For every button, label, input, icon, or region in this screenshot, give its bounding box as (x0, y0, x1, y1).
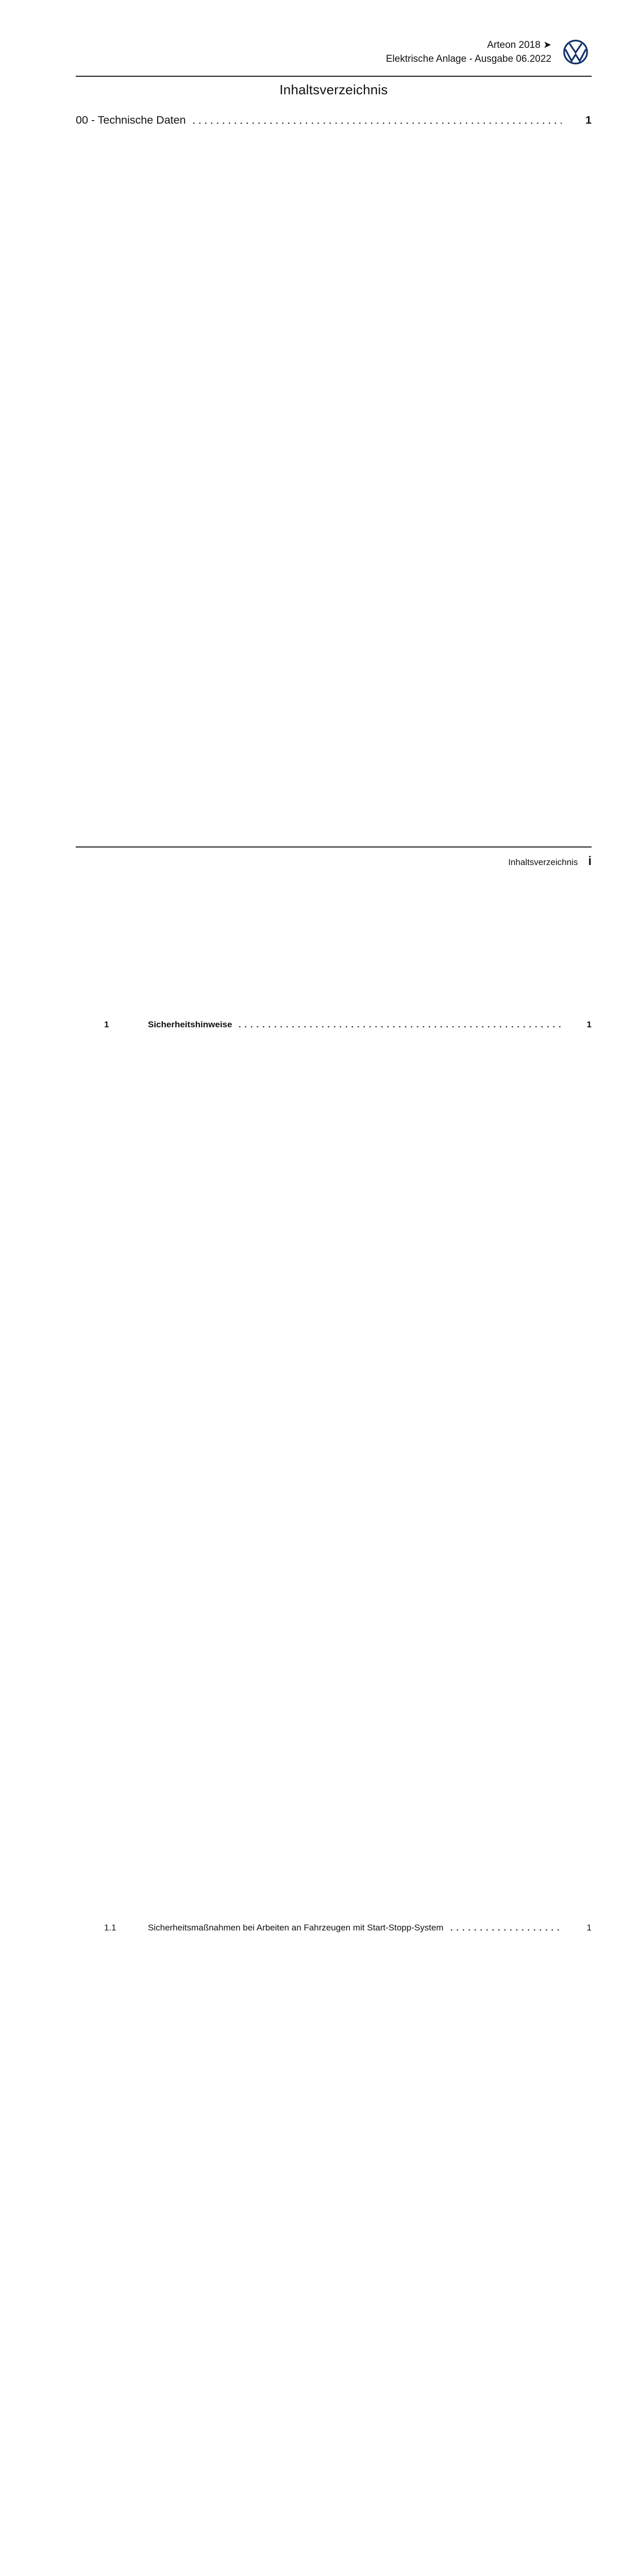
page-title: Inhaltsverzeichnis (279, 82, 388, 97)
toc-entry-title: Sicherheitsmaßnahmen bei Arbeiten an Fahrzeugen mit Start-Stopp-System (148, 1923, 444, 1933)
toc-entry (76, 1019, 592, 1922)
toc-list (76, 106, 592, 2576)
toc-entry-number: 1.1 (104, 1923, 116, 1933)
header-text (386, 38, 551, 66)
footer-section-label: Inhaltsverzeichnis (508, 857, 578, 867)
toc-entry-title: 00 - Technische Daten (76, 114, 186, 126)
toc-entry-page: 1 (566, 1019, 592, 1922)
page-footer (76, 854, 592, 869)
vw-logo-icon (563, 39, 588, 65)
toc-entry (76, 112, 592, 1015)
dot-leader (193, 123, 562, 124)
footer-divider (76, 846, 592, 848)
dot-leader (239, 1026, 562, 1028)
toc-entry-number: 1 (104, 1020, 109, 1029)
header-model-line: Arteon 2018 ➤ (487, 40, 551, 50)
page-header (76, 38, 592, 66)
toc-entry-title: Sicherheitshinweise (148, 1020, 232, 1029)
toc-entry-page: 1 (566, 112, 592, 1015)
toc-entry-page: 1 (566, 1922, 592, 2576)
header-divider (76, 76, 592, 77)
dot-leader (451, 1929, 562, 1931)
footer-page-number: i (588, 854, 592, 868)
header-edition-line: Elektrische Anlage - Ausgabe 06.2022 (385, 54, 551, 64)
toc-entry (76, 1922, 592, 2576)
